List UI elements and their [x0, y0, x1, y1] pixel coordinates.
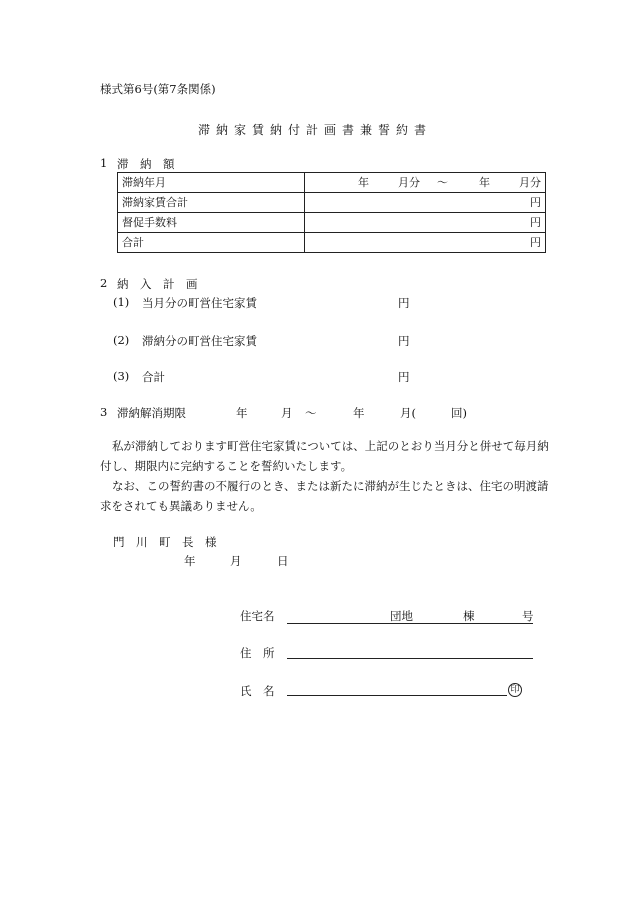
housing-name-label: 住宅名 — [240, 609, 275, 623]
plan-item-3-number: (3) — [113, 369, 130, 383]
plan-item-1-unit[interactable]: 円 — [398, 296, 410, 310]
arrears-table — [117, 172, 546, 253]
date-year[interactable]: 年 — [184, 554, 196, 568]
deadline-times[interactable]: 回) — [451, 406, 467, 420]
plan-item-3-unit[interactable]: 円 — [398, 370, 410, 384]
page-title: 滞納家賃納付計画書兼誓約書 — [197, 123, 432, 137]
addressee: 門 川 町 長 様 — [113, 535, 217, 549]
plan-item-1-label: 当月分の町営住宅家賃 — [142, 296, 257, 310]
form-number: 様式第6号(第7条関係) — [100, 82, 216, 96]
period-year: 年 — [358, 176, 369, 189]
period-month-to: 月分 — [519, 176, 541, 189]
address-line[interactable] — [287, 658, 533, 659]
date-month[interactable]: 月 — [230, 554, 242, 568]
deadline-year[interactable]: 年 — [236, 406, 248, 420]
pledge-paragraph-1: 私が滞納しております町営住宅家賃については、上記のとおり当月分と併せて毎月納付し、期限内に完納することを誓約いたします。 — [100, 439, 549, 473]
section3-number: 3 — [100, 405, 108, 419]
pledge-paragraph-2: なお、この誓約書の不履行のとき、または新たに滞納が生じたときは、住宅の明渡請求をされても異議ありません。 — [100, 479, 549, 513]
housing-number: 号 — [522, 609, 534, 623]
address-label: 住 所 — [240, 646, 275, 660]
housing-danchi: 団地 — [390, 609, 413, 623]
row-label-period: 滞納年月 — [118, 173, 305, 193]
dunning-fee-cell[interactable]: 円 — [305, 213, 546, 233]
deadline-month2[interactable]: 月( — [400, 406, 416, 420]
deadline-tilde: 〜 — [305, 406, 317, 420]
name-line[interactable] — [287, 695, 507, 696]
housing-building: 棟 — [463, 609, 475, 623]
table-row — [118, 173, 546, 193]
total-cell[interactable]: 円 — [305, 233, 546, 253]
section1-heading: 滞 納 額 — [117, 157, 175, 171]
plan-item-3-label: 合計 — [142, 370, 165, 384]
period-tilde: 〜 — [437, 176, 448, 189]
period-month-from: 月分 — [398, 176, 420, 189]
row-label-arrears-total: 滞納家賃合計 — [118, 193, 305, 213]
row-label-total: 合計 — [118, 233, 305, 253]
arrears-total-cell[interactable]: 円 — [305, 193, 546, 213]
name-label: 氏 名 — [240, 684, 275, 698]
table-row — [118, 213, 546, 233]
deadline-year2[interactable]: 年 — [353, 406, 365, 420]
table-row — [118, 193, 546, 213]
section2-number: 2 — [100, 276, 108, 290]
section1-number: 1 — [100, 156, 108, 170]
plan-item-1-number: (1) — [113, 295, 130, 309]
date-day[interactable]: 日 — [277, 554, 289, 568]
plan-item-2-label: 滞納分の町営住宅家賃 — [142, 334, 257, 348]
section3-heading: 滞納解消期限 — [117, 406, 186, 420]
plan-item-2-number: (2) — [113, 333, 130, 347]
housing-name-line[interactable] — [287, 623, 533, 624]
section2-heading: 納 入 計 画 — [117, 277, 198, 291]
deadline-month[interactable]: 月 — [281, 406, 293, 420]
period-cell[interactable] — [305, 173, 546, 193]
plan-item-2-unit[interactable]: 円 — [398, 334, 410, 348]
row-label-dunning-fee: 督促手数料 — [118, 213, 305, 233]
period-year2: 年 — [479, 176, 490, 189]
seal-icon: 印 — [508, 683, 522, 697]
table-row — [118, 233, 546, 253]
